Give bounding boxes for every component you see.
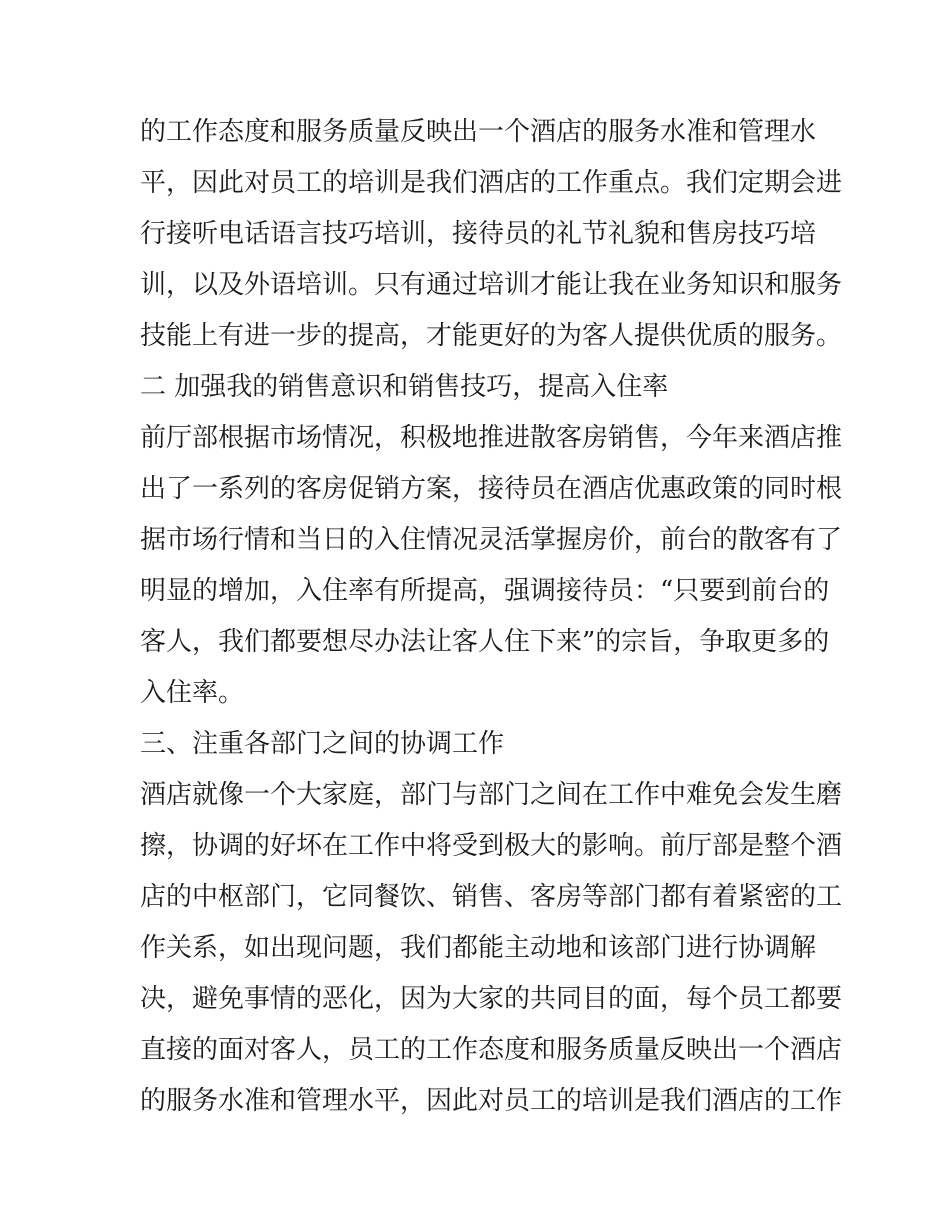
text-line: 的工作态度和服务质量反映出一个酒店的服务水准和管理水 [140,117,817,147]
section-heading: 三、注重各部门之间的协调工作 [140,729,505,759]
text-line: 行接听电话语言技巧培训，接待员的礼节礼貌和售房技巧培 [140,219,817,249]
text-line: 平，因此对员工的培训是我们酒店的工作重点。我们定期会进 [140,168,843,198]
text-line: 决，避免事情的恶化，因为大家的共同目的面，每个员工都要 [140,984,843,1014]
text-line: 前厅部根据市场情况，积极地推进散客房销售，今年来酒店推 [140,423,843,453]
text-line: 的服务水准和管理水平，因此对员工的培训是我们酒店的工作 [140,1086,843,1116]
text-line: 入住率。 [140,678,245,708]
section-heading: 二 加强我的销售意识和销售技巧，提高入住率 [140,372,669,402]
text-line: 店的中枢部门，它同餐饮、销售、客房等部门都有着紧密的工 [140,882,843,912]
text-line: 训，以及外语培训。只有通过培训才能让我在业务知识和服务 [140,270,843,300]
text-line: 擦，协调的好坏在工作中将受到极大的影响。前厅部是整个酒 [140,831,843,861]
text-line: 明显的增加，入住率有所提高，强调接待员：“只要到前台的 [140,576,830,606]
text-line: 据市场行情和当日的入住情况灵活掌握房价，前台的散客有了 [140,525,843,555]
body-text [140,107,843,1127]
text-line: 直接的面对客人，员工的工作态度和服务质量反映出一个酒店 [140,1035,843,1065]
text-line: 出了一系列的客房促销方案，接待员在酒店优惠政策的同时根 [140,474,843,504]
text-line: 客人，我们都要想尽办法让客人住下来”的宗旨，争取更多的 [140,627,830,657]
text-line: 作关系，如出现问题，我们都能主动地和该部门进行协调解 [140,933,817,963]
text-line: 酒店就像一个大家庭，部门与部门之间在工作中难免会发生磨 [140,780,843,810]
text-line: 技能上有进一步的提高，才能更好的为客人提供优质的服务。 [140,321,843,351]
